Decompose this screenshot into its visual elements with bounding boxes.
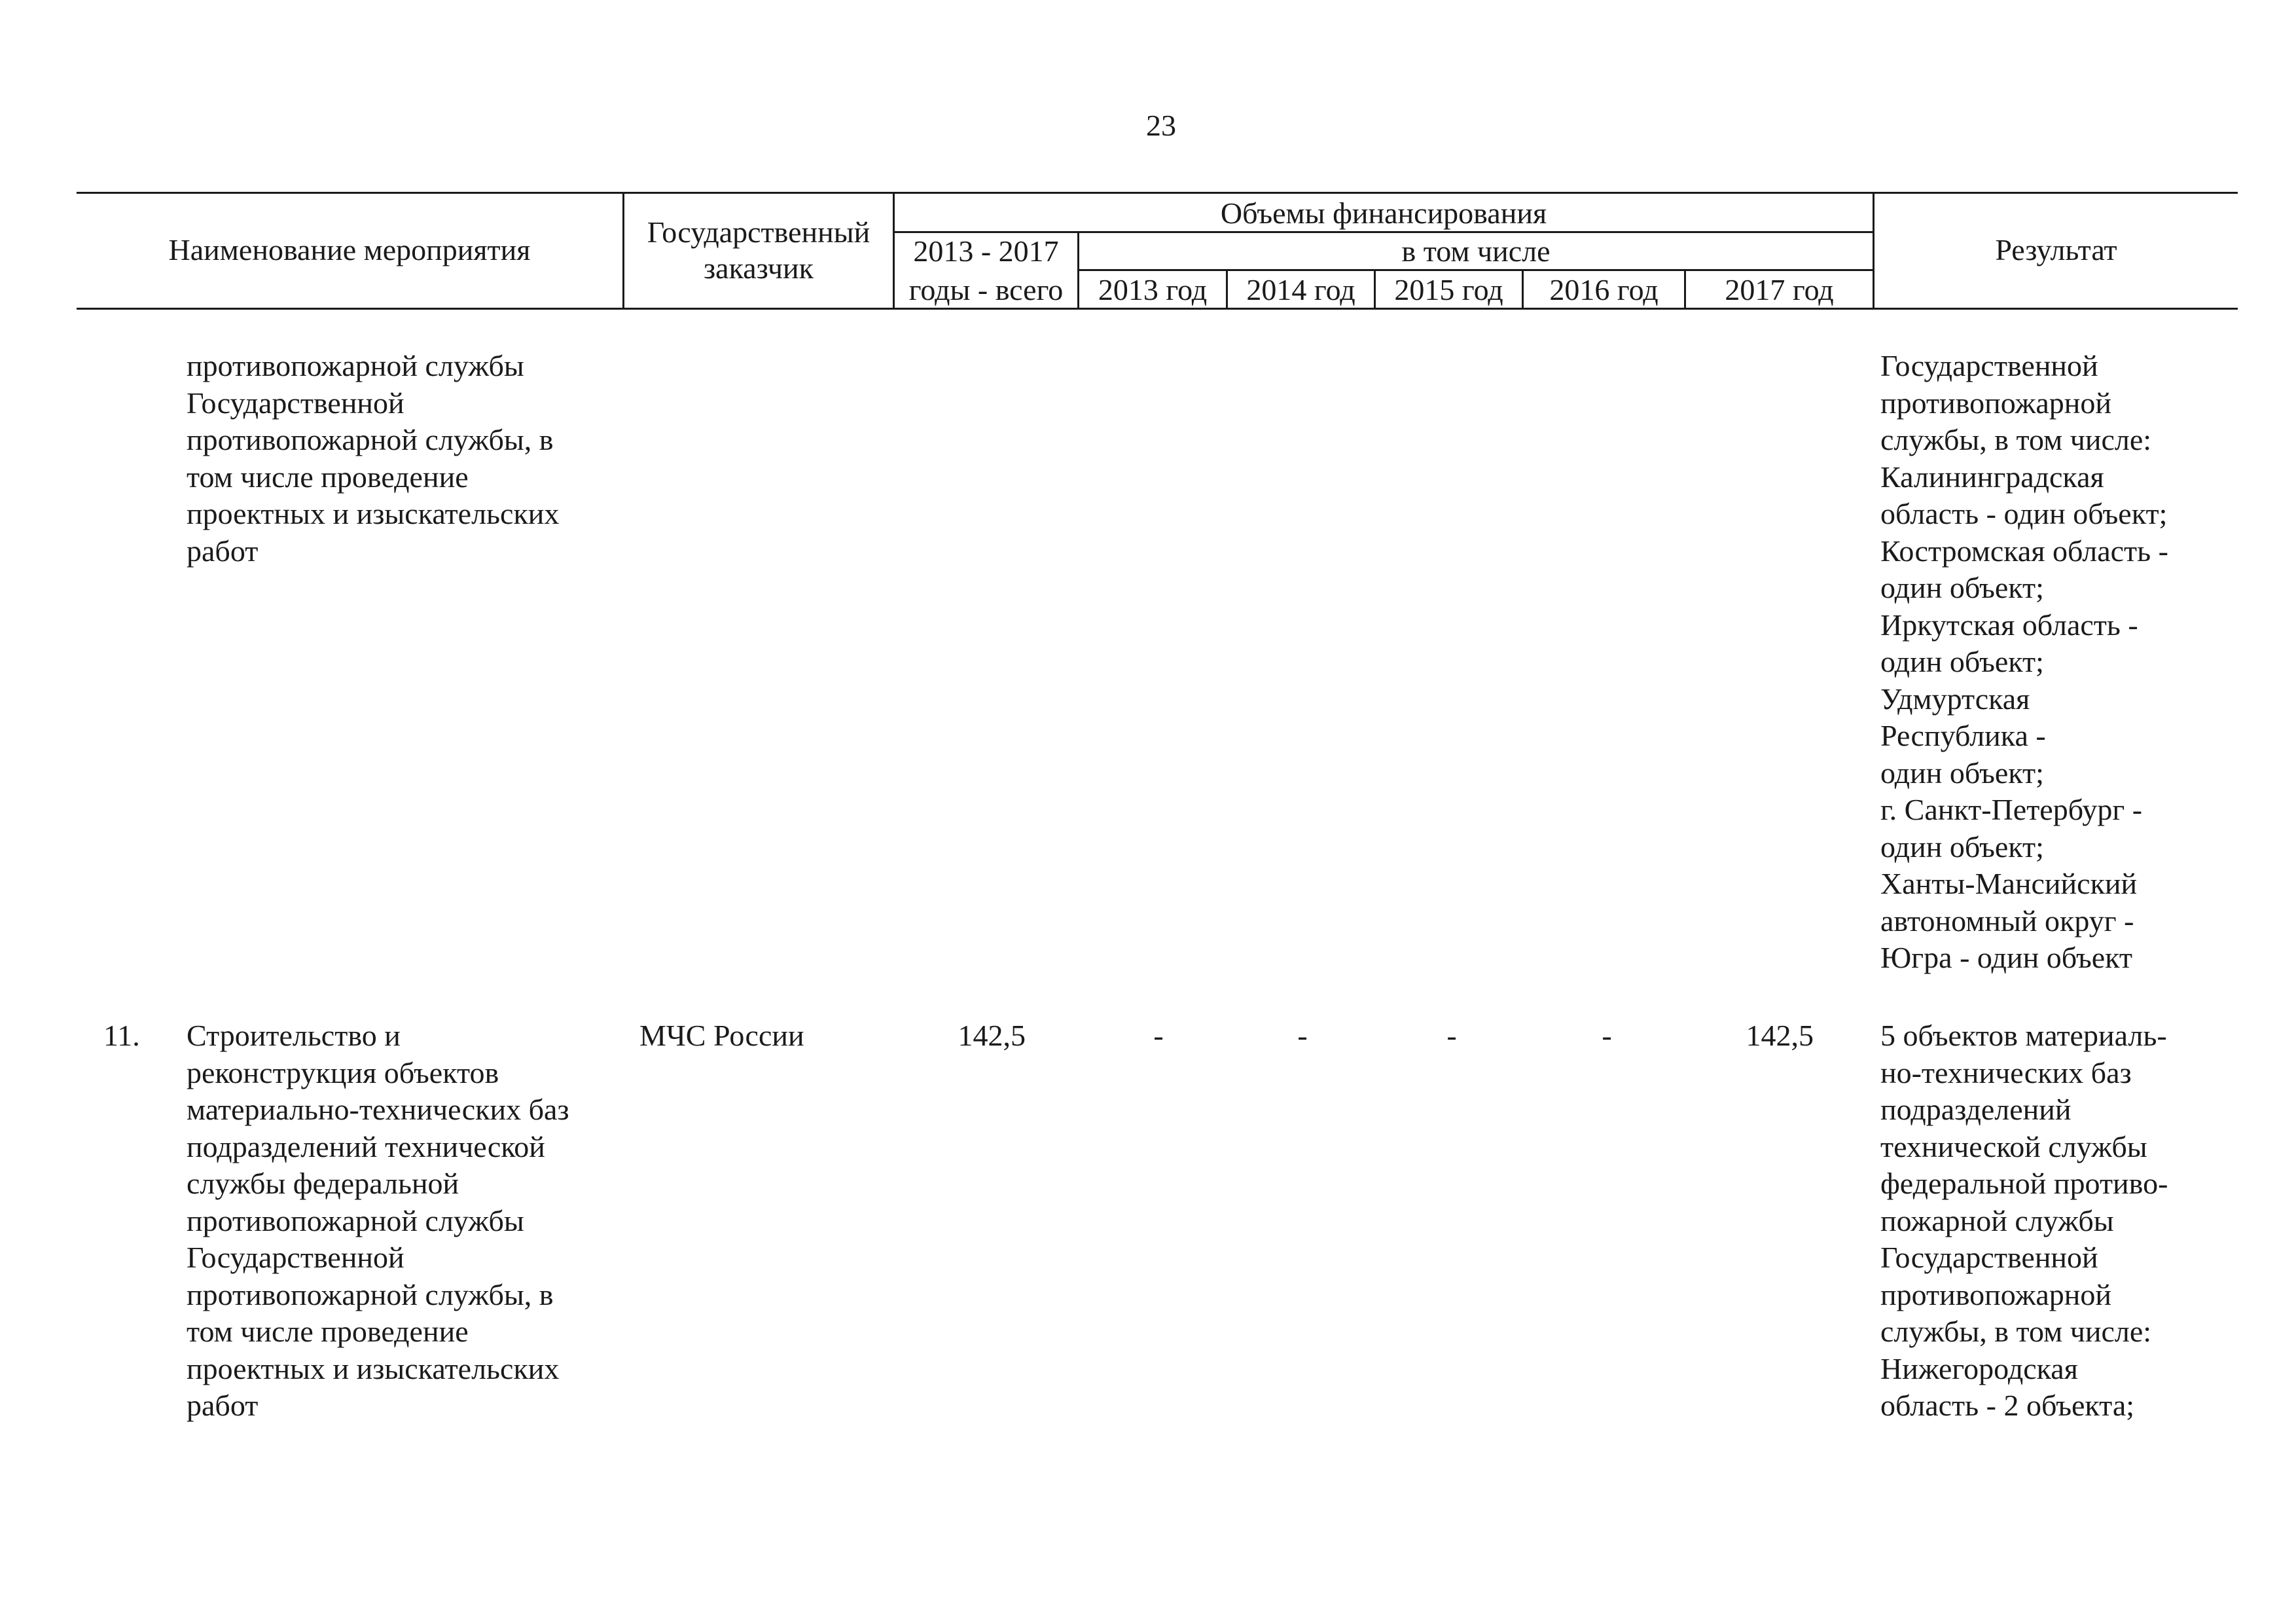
result-line: Удмуртская [1880,682,2030,716]
result-line: один объект; [1880,645,2044,678]
result-line: но-технических баз [1880,1055,2132,1089]
row-total: 142,5 [958,1019,1026,1052]
row-number: 11. [103,1019,140,1052]
result-line: федеральной противо- [1880,1167,2168,1200]
result-line: один объект; [1880,830,2044,864]
result-line: Калининградская [1880,460,2104,494]
row-value-2013: - [1153,1019,1164,1052]
result-line: Государственной [1880,349,2098,382]
row-value-2014: - [1297,1019,1308,1052]
result-line: противопожарной [1880,386,2112,420]
name-line: Государственной [187,386,404,420]
result-line: Государственной [1880,1241,2098,1274]
result-line: область - 2 объекта; [1880,1389,2135,1422]
result-line: один объект; [1880,756,2044,790]
result-line: Костромская область - [1880,534,2168,568]
row-value-2016: - [1602,1019,1612,1052]
name-line: подразделений технической [187,1129,545,1163]
name-line: противопожарной службы, в [187,1277,554,1311]
result-line: Республика - [1880,719,2046,752]
result-line: противопожарной [1880,1277,2112,1311]
name-line: реконструкция объектов [187,1055,499,1089]
result-line: пожарной службы [1880,1203,2114,1237]
name-line: Государственной [187,1241,404,1274]
name-line: том числе проведение [187,1315,469,1348]
name-line: проектных и изыскательских [187,497,560,530]
result-line: службы, в том числе: [1880,423,2152,456]
row-name-cell [187,348,559,570]
result-line: 5 объектов материаль- [1880,1019,2167,1052]
result-line: Нижегородская [1880,1351,2078,1385]
header-year-2017: 2017 год [1725,273,1834,306]
result-line: службы, в том числе: [1880,1315,2152,1348]
row-customer: МЧС России [639,1019,804,1052]
header-year-2014: 2014 год [1246,273,1355,306]
name-line: работ [187,1389,259,1422]
row-value-2015: - [1446,1019,1457,1052]
financing-sub-rule [894,231,1874,233]
header-name: Наименование мероприятия [168,233,531,266]
header-divider-1 [622,192,624,310]
including-sub-rule [1079,269,1874,271]
result-line: автономный округ - [1880,903,2134,938]
result-line: Иркутская область - [1880,608,2138,642]
header-year-2016: 2016 год [1549,273,1659,306]
header-including: в том числе [1401,234,1551,268]
result-line: один объект; [1880,571,2044,604]
header-year-2013: 2013 год [1098,273,1208,306]
page-number: 23 [1146,109,1176,142]
row-result-cell [1880,1017,2168,1425]
header-customer-line1: Государственный [647,215,870,249]
name-line: работ [187,534,259,568]
name-line: Строительство и [187,1019,401,1052]
name-line: противопожарной службы [187,349,524,382]
row-name-cell [187,1017,569,1425]
header-result: Результат [1995,233,2117,266]
name-line: противопожарной службы [187,1203,524,1237]
header-total-line2: годы - всего [908,273,1064,306]
header-year-2015: 2015 год [1394,273,1503,306]
result-line: подразделений [1880,1093,2072,1126]
result-line: область - один объект; [1880,497,2168,530]
row-value-2017: 142,5 [1746,1019,1814,1052]
result-line: г. Санкт-Петербург - [1880,793,2143,826]
header-bottom-rule [77,308,2238,310]
result-line: Югра - один объект [1880,941,2133,974]
name-line: материально-технических баз [187,1093,569,1126]
name-line: том числе проведение [187,460,469,494]
header-top-rule [77,192,2238,194]
name-line: службы федеральной [187,1167,459,1200]
header-financing: Объемы финансирования [1220,196,1547,230]
name-line: проектных и изыскательских [187,1351,560,1385]
header-total-line1: 2013 - 2017 [913,234,1059,268]
name-line: противопожарной службы, в [187,423,554,456]
result-line: Ханты-Мансийский [1880,867,2138,900]
header-customer-line2: заказчик [703,251,814,285]
result-line: технической службы [1880,1129,2147,1163]
row-result-cell [1880,348,2168,977]
